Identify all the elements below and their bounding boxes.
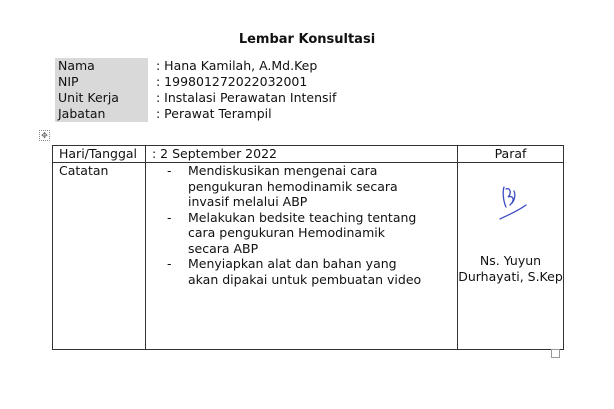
info-row-jabatan: [55, 106, 336, 122]
table-row-catatan: [53, 163, 564, 350]
signer-name: [458, 253, 563, 285]
note-text: Melakukan bedsite teaching tentang cara pengukuran Hemodinamik secara ABP: [188, 209, 417, 256]
note-text: Menyiapkan alat dan bahan yang akan dipakai untuk pembuatan video: [188, 256, 422, 287]
info-row-unit-kerja: [55, 90, 336, 106]
info-value: : 199801272022032001: [156, 74, 308, 89]
info-value: : Perawat Terampil: [156, 106, 272, 121]
info-label: NIP: [55, 74, 148, 90]
bullet-dash: -: [167, 256, 172, 271]
bullet-dash: -: [167, 163, 172, 178]
move-handle-icon[interactable]: ✥: [39, 130, 50, 141]
list-item: [167, 256, 428, 287]
signature-icon: [492, 181, 532, 225]
header-date-value: : 2 September 2022: [146, 146, 458, 163]
info-label: Unit Kerja: [55, 90, 148, 106]
signer-line-2: Durhayati, S.Kep: [458, 269, 563, 284]
consultation-table: [52, 145, 564, 350]
info-label: Nama: [55, 58, 148, 74]
info-row-nip: [55, 74, 336, 90]
info-label: Jabatan: [55, 106, 148, 122]
header-day-date: Hari/Tanggal: [53, 146, 146, 163]
resize-handle-icon[interactable]: [551, 349, 560, 358]
list-item: [167, 163, 428, 210]
info-row-nama: [55, 58, 336, 74]
row-label-catatan: Catatan: [53, 163, 146, 350]
paraf-cell: [458, 163, 564, 350]
header-paraf: Paraf: [458, 146, 564, 163]
info-block: [55, 58, 336, 122]
list-item: [167, 210, 428, 257]
note-text: Mendiskusikan mengenai cara pengukuran hemodinamik secara invasif melalui ABP: [188, 163, 398, 209]
notes-cell: [146, 163, 458, 350]
bullet-dash: -: [167, 209, 172, 225]
notes-list: [146, 163, 457, 287]
signer-line-1: Ns. Yuyun: [479, 253, 542, 268]
document-title: Lembar Konsultasi: [238, 32, 376, 47]
info-value: : Hana Kamilah, A.Md.Kep: [156, 58, 318, 73]
info-value: : Instalasi Perawatan Intensif: [156, 90, 337, 105]
table-header-row: [53, 146, 564, 163]
